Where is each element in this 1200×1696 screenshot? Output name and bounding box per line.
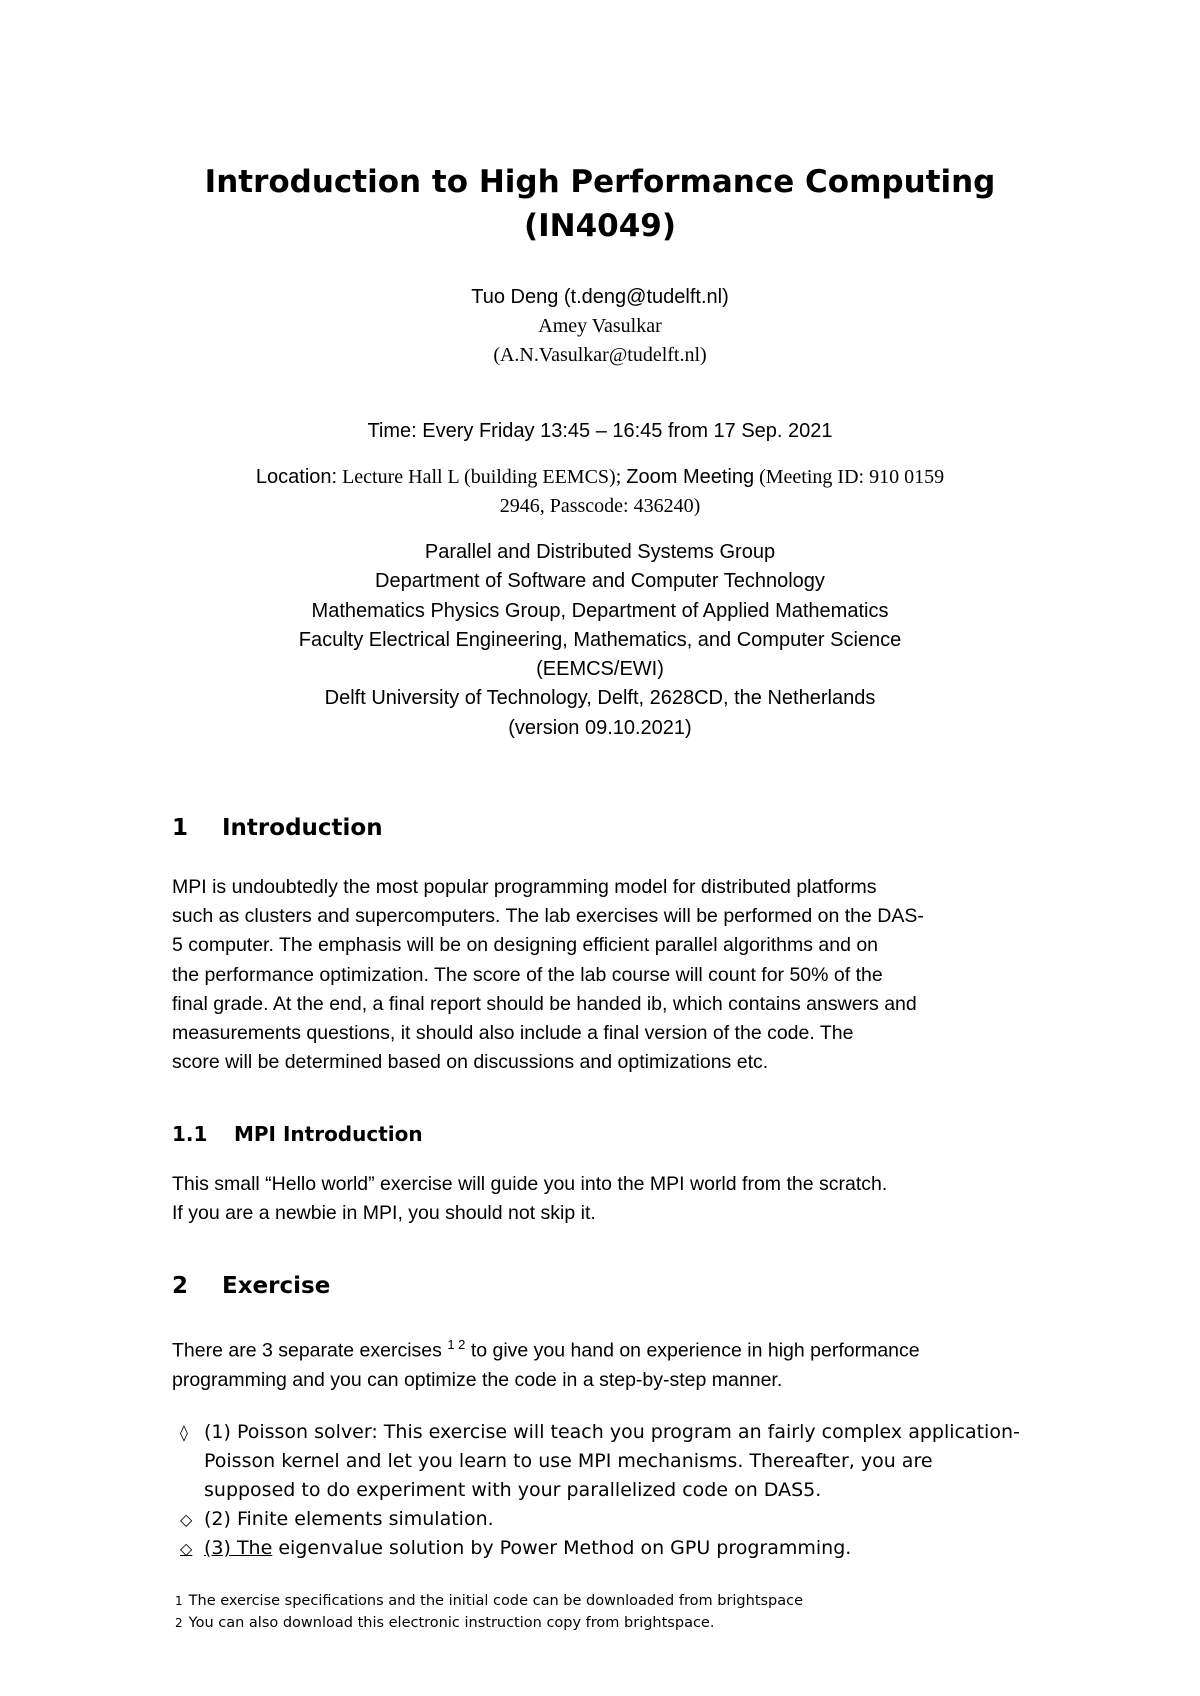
footnote-reference: 1 2 (447, 1337, 466, 1352)
footnote-text: The exercise specifications and the initial code can be downloaded from brightspace (188, 1593, 804, 1609)
section-title: Introduction (222, 815, 383, 841)
location-label: Location: (255, 466, 338, 488)
list-item-line: (2) Finite elements simulation. (204, 1508, 494, 1530)
list-item-underlined: (3) The (204, 1537, 273, 1559)
diamond-bullet-icon: ◇ (180, 1510, 193, 1529)
section-1-paragraph (172, 873, 1032, 1077)
diamond-bullet-icon: ◇ (180, 1539, 193, 1558)
footnote (175, 1590, 803, 1612)
affiliation-block (150, 538, 1050, 743)
paragraph-line: final grade. At the end, a final report should be handed ib, which contains answers and (172, 992, 917, 1015)
paragraph-line: This small “Hello world” exercise will guide you into the MPI world from the scratch. (172, 1173, 888, 1195)
section-1-heading (172, 815, 383, 841)
location-value: Lecture Hall L (building EEMCS); (342, 466, 622, 488)
paragraph-line: measurements questions, it should also include a final version of the code. The (172, 1022, 854, 1045)
section-1-1-heading (172, 1122, 423, 1146)
paragraph-line: MPI is undoubtedly the most popular programming model for distributed platforms (172, 876, 877, 898)
author-1: Tuo Deng (t.deng@tudelft.nl) (471, 286, 729, 308)
author-2: Amey Vasulkar (538, 315, 662, 337)
zoom-value-1: (Meeting ID: 910 0159 (759, 466, 945, 488)
paragraph-line: programming and you can optimize the code in a step-by-step manner. (172, 1368, 783, 1391)
paragraph-line: If you are a newbie in MPI, you should not skip it. (172, 1202, 596, 1225)
affiliation-line: Faculty Electrical Engineering, Mathematics, and Computer Science (298, 628, 902, 651)
section-2-paragraph (172, 1330, 1032, 1395)
list-item-text: eigenvalue solution by Power Method on GPU programming. (278, 1537, 852, 1559)
list-item-line: Poisson kernel and let you learn to use MPI mechanisms. Thereafter, you are (204, 1450, 933, 1472)
authors (150, 283, 1050, 370)
list-item (172, 1505, 1072, 1534)
title-line-1: Introduction to High Performance Computing (204, 164, 996, 200)
section-number: 1.1 (172, 1122, 208, 1146)
list-item-line: (1) Poisson solver: This exercise will teach you program an fairly complex application- (204, 1421, 1020, 1443)
paragraph-line: score will be determined based on discussions and optimizations etc. (172, 1051, 769, 1074)
author-2-email: (A.N.Vasulkar@tudelft.nl) (493, 344, 707, 366)
section-number: 1 (172, 815, 189, 841)
list-item-line: supposed to do experiment with your parallelized code on DAS5. (204, 1479, 822, 1501)
section-number: 2 (172, 1273, 189, 1299)
zoom-label: Zoom Meeting (626, 466, 755, 488)
affiliation-line: Parallel and Distributed Systems Group (424, 541, 776, 563)
section-title: Exercise (222, 1273, 331, 1299)
paragraph-text: There are 3 separate exercises (172, 1339, 442, 1362)
footnotes (175, 1590, 803, 1634)
document-title (120, 160, 1080, 248)
diamond-bullet-icon: ◊ (180, 1423, 188, 1442)
affiliation-line: Mathematics Physics Group, Department of Applied Mathematics (311, 599, 889, 622)
exercise-list (172, 1418, 1072, 1563)
location-block (150, 463, 1050, 521)
footnote (175, 1612, 803, 1634)
footnote-number: 1 (175, 1594, 183, 1608)
title-line-2: (IN4049) (523, 208, 677, 244)
list-item (172, 1418, 1072, 1505)
section-2-heading (172, 1273, 330, 1299)
affiliation-line: Department of Software and Computer Technology (375, 570, 825, 593)
paragraph-line: such as clusters and supercomputers. The lab exercises will be performed on the DAS- (172, 905, 924, 928)
list-item (172, 1534, 1072, 1563)
paragraph-line: the performance optimization. The score of the lab course will count for 50% of the (172, 963, 883, 986)
time-line (150, 417, 1050, 446)
section-1-1-paragraph (172, 1170, 1032, 1228)
affiliation-line: (EEMCS/EWI) (536, 658, 664, 681)
footnote-number: 2 (175, 1616, 183, 1630)
version-line: (version 09.10.2021) (508, 716, 692, 739)
paragraph-line: 5 computer. The emphasis will be on designing efficient parallel algorithms and on (172, 934, 879, 957)
paragraph-text: to give you hand on experience in high performance (470, 1339, 920, 1362)
zoom-value-2: 2946, Passcode: 436240) (499, 495, 701, 517)
affiliation-line: Delft University of Technology, Delft, 2628CD, the Netherlands (324, 687, 876, 710)
time-value: Every Friday 13:45 – 16:45 from 17 Sep. 2021 (422, 420, 833, 442)
footnote-text: You can also download this electronic instruction copy from brightspace. (188, 1615, 715, 1631)
section-title: MPI Introduction (234, 1122, 423, 1146)
time-label: Time: (367, 420, 417, 442)
